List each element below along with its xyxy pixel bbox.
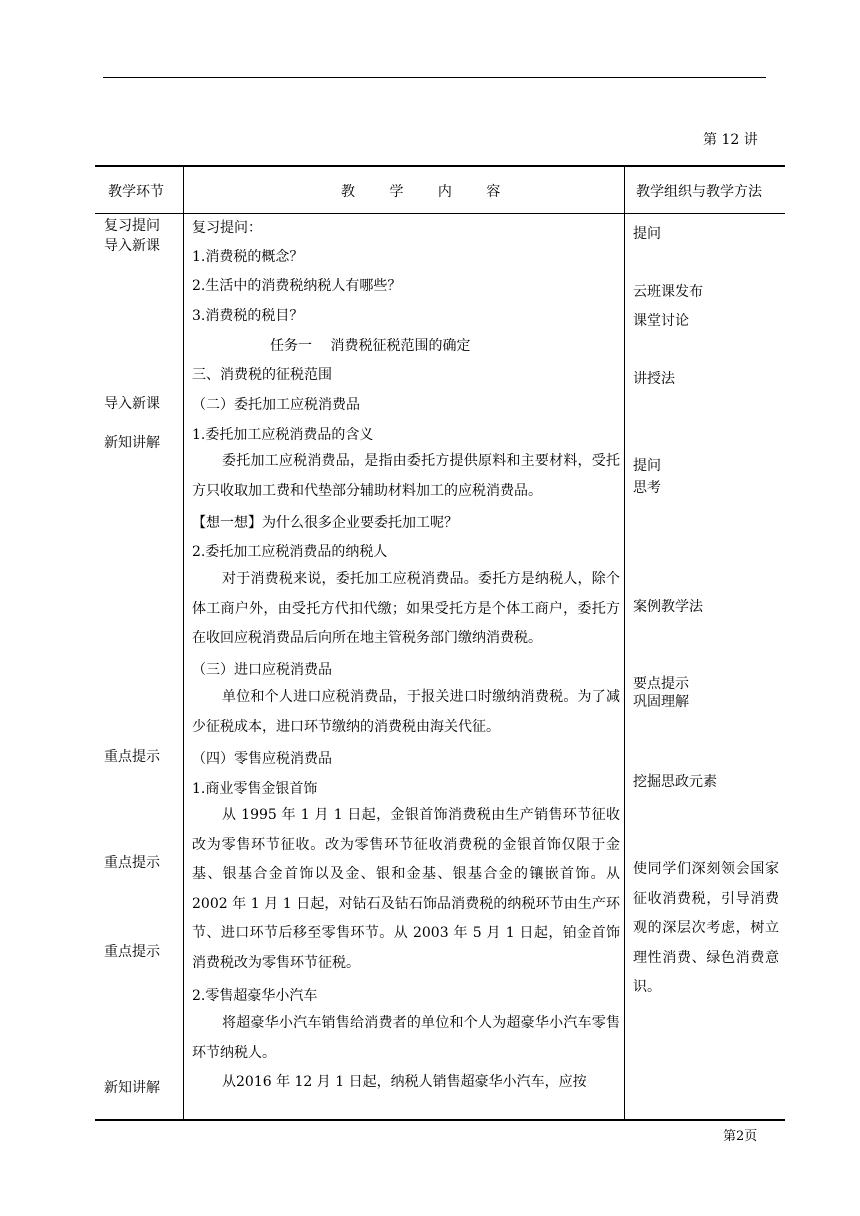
stage-label: 导入新课 (104, 238, 160, 254)
stage-label: 新知讲解 (104, 435, 160, 451)
column-divider (624, 166, 625, 1119)
method-note: 挖掘思政元素 (633, 774, 717, 790)
stage-label: 重点提示 (104, 749, 160, 765)
subsection-heading: （四）零售应税消费品 (192, 751, 332, 767)
method-note: 案例教学法 (633, 599, 703, 615)
column-divider (183, 166, 184, 1119)
method-note: 讲授法 (633, 371, 675, 387)
paragraph: 将超豪华小汽车销售给消费者的单位和个人为超豪华小汽车零售环节纳税人。 (192, 1015, 620, 1061)
subsection-heading: （二）委托加工应税消费品 (192, 397, 360, 413)
item-heading: 2.委托加工应税消费品的纳税人 (192, 544, 388, 560)
teaching-content (192, 0, 620, 1119)
think-prompt: 【想一想】为什么很多企业要委托加工呢？ (192, 515, 458, 531)
paragraph: 从 1995 年 1 月 1 日起，金银首饰消费税由生产销售环节征收改为零售环节征收。改为零售环节征收消费税的金银首饰仅限于金基、银基合金首饰以及金、银和金基、银基合金的镶嵌首饰。从 2002 年 1 月 1 日起，对钻石及钻石饰品消费税的纳税环节由生产环节、进口环节后移至零售环节。从 2003 年 5 月 1 日起，铂金首饰消费税改为零售环节征税。 (192, 807, 620, 971)
paragraph: 从2016 年 12 月 1 日起，纳税人销售超豪华小汽车，应按 (222, 1074, 587, 1090)
item-heading: 1.商业零售金银首饰 (192, 781, 318, 797)
stage-label: 导入新课 (104, 396, 160, 412)
review-question: 3.消费税的税目？ (192, 308, 304, 324)
review-question: 1.消费税的概念？ (192, 249, 304, 265)
paragraph: 单位和个人进口应税消费品，于报关进口时缴纳消费税。为了减少征税成本，进口环节缴纳的消费税由海关代征。 (192, 689, 620, 735)
method-note: 提问 (633, 226, 661, 242)
header-teaching-content: 教 学 内 容 (341, 184, 516, 200)
subsection-heading: （三）进口应税消费品 (192, 662, 332, 678)
review-question: 2.生活中的消费税纳税人有哪些？ (192, 278, 402, 294)
method-note: 要点提示 (633, 676, 689, 692)
lecture-number: 第 12 讲 (703, 132, 758, 148)
stage-label: 重点提示 (104, 855, 160, 871)
header-teaching-method: 教学组织与教学方法 (636, 184, 762, 200)
section-heading: 三、消费税的征税范围 (192, 367, 332, 383)
stage-label: 新知讲解 (104, 1080, 160, 1096)
review-title: 复习提问： (192, 220, 262, 236)
page-number: 第2页 (723, 1129, 758, 1144)
paragraph: 委托加工应税消费品，是指由委托方提供原料和主要材料，受托方只收取加工费和代垫部分辅助材料加工的应税消费品。 (192, 453, 620, 499)
method-note: 巩固理解 (633, 694, 689, 710)
header-teaching-stage: 教学环节 (108, 184, 164, 200)
item-heading: 1.委托加工应税消费品的含义 (192, 427, 374, 443)
stage-label: 复习提问 (104, 218, 160, 234)
item-heading: 2.零售超豪华小汽车 (192, 988, 318, 1004)
method-note-ideology: 使同学们深刻领会国家征收消费税，引导消费观的深层次考虑，树立理性消费、绿色消费意识。 (633, 861, 779, 995)
method-note: 提问 (633, 458, 661, 474)
task-title: 任务一 消费税征税范围的确定 (270, 338, 471, 354)
method-note: 云班课发布 (633, 284, 703, 300)
method-note: 课堂讨论 (633, 313, 689, 329)
stage-label: 重点提示 (104, 944, 160, 960)
paragraph: 对于消费税来说，委托加工应税消费品。委托方是纳税人，除个体工商户外，由受托方代扣代缴；如果受托方是个体工商户，委托方在收回应税消费品后向所在地主管税务部门缴纳消费税。 (192, 571, 620, 646)
table-bottom-border (95, 1119, 785, 1121)
method-note: 思考 (633, 480, 661, 496)
